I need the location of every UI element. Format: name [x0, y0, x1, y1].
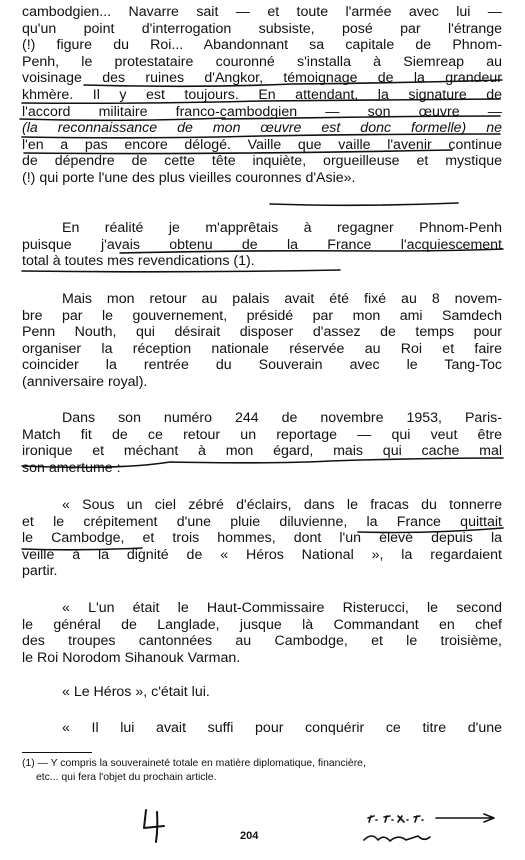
- paragraph-7: [22, 684, 502, 701]
- paragraph-3: [22, 291, 502, 391]
- handwritten-mark: [140, 806, 170, 846]
- text-line: Penh, le protestataire couronné s'installa à Siemreap au: [22, 53, 502, 70]
- text-line: khmère. Il y est toujours. En attendant, la signature de: [22, 86, 502, 103]
- text-line: son amertume :: [22, 459, 121, 476]
- text-line: Dans son numéro 244 de novembre 1953, Paris-: [62, 410, 502, 426]
- text-line: ironique et méchant à mon égard, mais qui cache mal: [22, 443, 502, 460]
- text-line: veille à la dignité de « Héros National », la regardaient: [22, 546, 502, 563]
- text-line: Mais mon retour au palais avait été fixé au 8 novem-: [62, 291, 502, 307]
- underline-mark: [22, 270, 340, 272]
- text-line: l'accord militaire franco-cambodgien — son œuvre —: [22, 103, 502, 120]
- page-number: 204: [240, 830, 259, 842]
- text-line: voisinage des ruines d'Angkor, témoignage de la grandeur: [22, 70, 502, 87]
- text-line: (la reconnaissance de mon œuvre est donc formelle) ne: [22, 120, 502, 137]
- paragraph-5: [22, 497, 502, 580]
- footnote-line: etc... qui fera l'objet du prochain article.: [36, 771, 217, 783]
- handwritten-initials: [360, 808, 510, 854]
- text-line: En réalité je m'apprêtais à regagner Phnom-Penh: [62, 220, 502, 236]
- text-line: l'en a pas encore délogé. Vaille que vaille l'avenir continue: [22, 136, 502, 153]
- text-line: coincider la rentrée du Souverain avec le Tang-Toc: [22, 357, 502, 374]
- text-line: « L'un était le Haut-Commissaire Risterucci, le second: [62, 600, 502, 616]
- text-line: le Roi Norodom Sihanouk Varman.: [22, 649, 241, 666]
- paragraph-1: [22, 4, 502, 187]
- text-line: Match fit de ce retour un reportage — qui veut être: [22, 426, 502, 443]
- paragraph-4: [22, 410, 502, 476]
- text-line: (anniversaire royal).: [22, 373, 148, 390]
- paragraph-2: [22, 220, 502, 270]
- text-line: « Il lui avait suffi pour conquérir ce titre d'une: [62, 720, 502, 736]
- text-line: le Cambodge, et trois hommes, dont l'un élevé depuis la: [22, 530, 502, 547]
- footnote: [22, 757, 506, 784]
- text-line: cambodgien... Navarre sait — et toute l'armée avec lui —: [22, 4, 502, 20]
- text-line: des troupes cantonnées au Cambodge, et le troisième,: [22, 633, 502, 650]
- footnote-line: (1) — Y compris la souveraineté totale en matière diplomatique, financière,: [22, 758, 366, 769]
- text-line: puisque j'avais obtenu de la France l'acquiescement: [22, 236, 502, 253]
- text-line: « Sous un ciel zébré d'éclairs, dans le fracas du tonnerre: [62, 497, 502, 513]
- underline-mark: [270, 203, 458, 205]
- text-line: qu'un point d'interrogation subsiste, posé par l'étrange: [22, 20, 502, 37]
- text-line: de dépendre de cette tête inquiète, orgueilleuse et mystique: [22, 153, 502, 170]
- text-line: et le crépitement d'une pluie diluvienne, la France quittait: [22, 513, 502, 530]
- text-line: « Le Héros », c'était lui.: [62, 684, 210, 700]
- paragraph-8: [22, 720, 502, 737]
- text-line: (!) figure du Roi... Abandonnant sa capitale de Phnom-: [22, 37, 502, 54]
- text-line: Penn Nouth, qui désirait disposer d'assez de temps pour: [22, 324, 502, 341]
- text-line: (!) qui porte l'une des plus vieilles couronnes d'Asie».: [22, 169, 356, 186]
- footnote-rule: [22, 752, 92, 753]
- text-line: le général de Langlade, jusque là Commandant en chef: [22, 616, 502, 633]
- text-line: total à toutes mes revendications (1).: [22, 253, 255, 270]
- text-line: partir.: [22, 563, 58, 580]
- text-line: organiser la réception nationale réservée au Roi et faire: [22, 340, 502, 357]
- text-line: bre par le gouvernement, présidé par mon ami Samdech: [22, 307, 502, 324]
- paragraph-6: [22, 600, 502, 666]
